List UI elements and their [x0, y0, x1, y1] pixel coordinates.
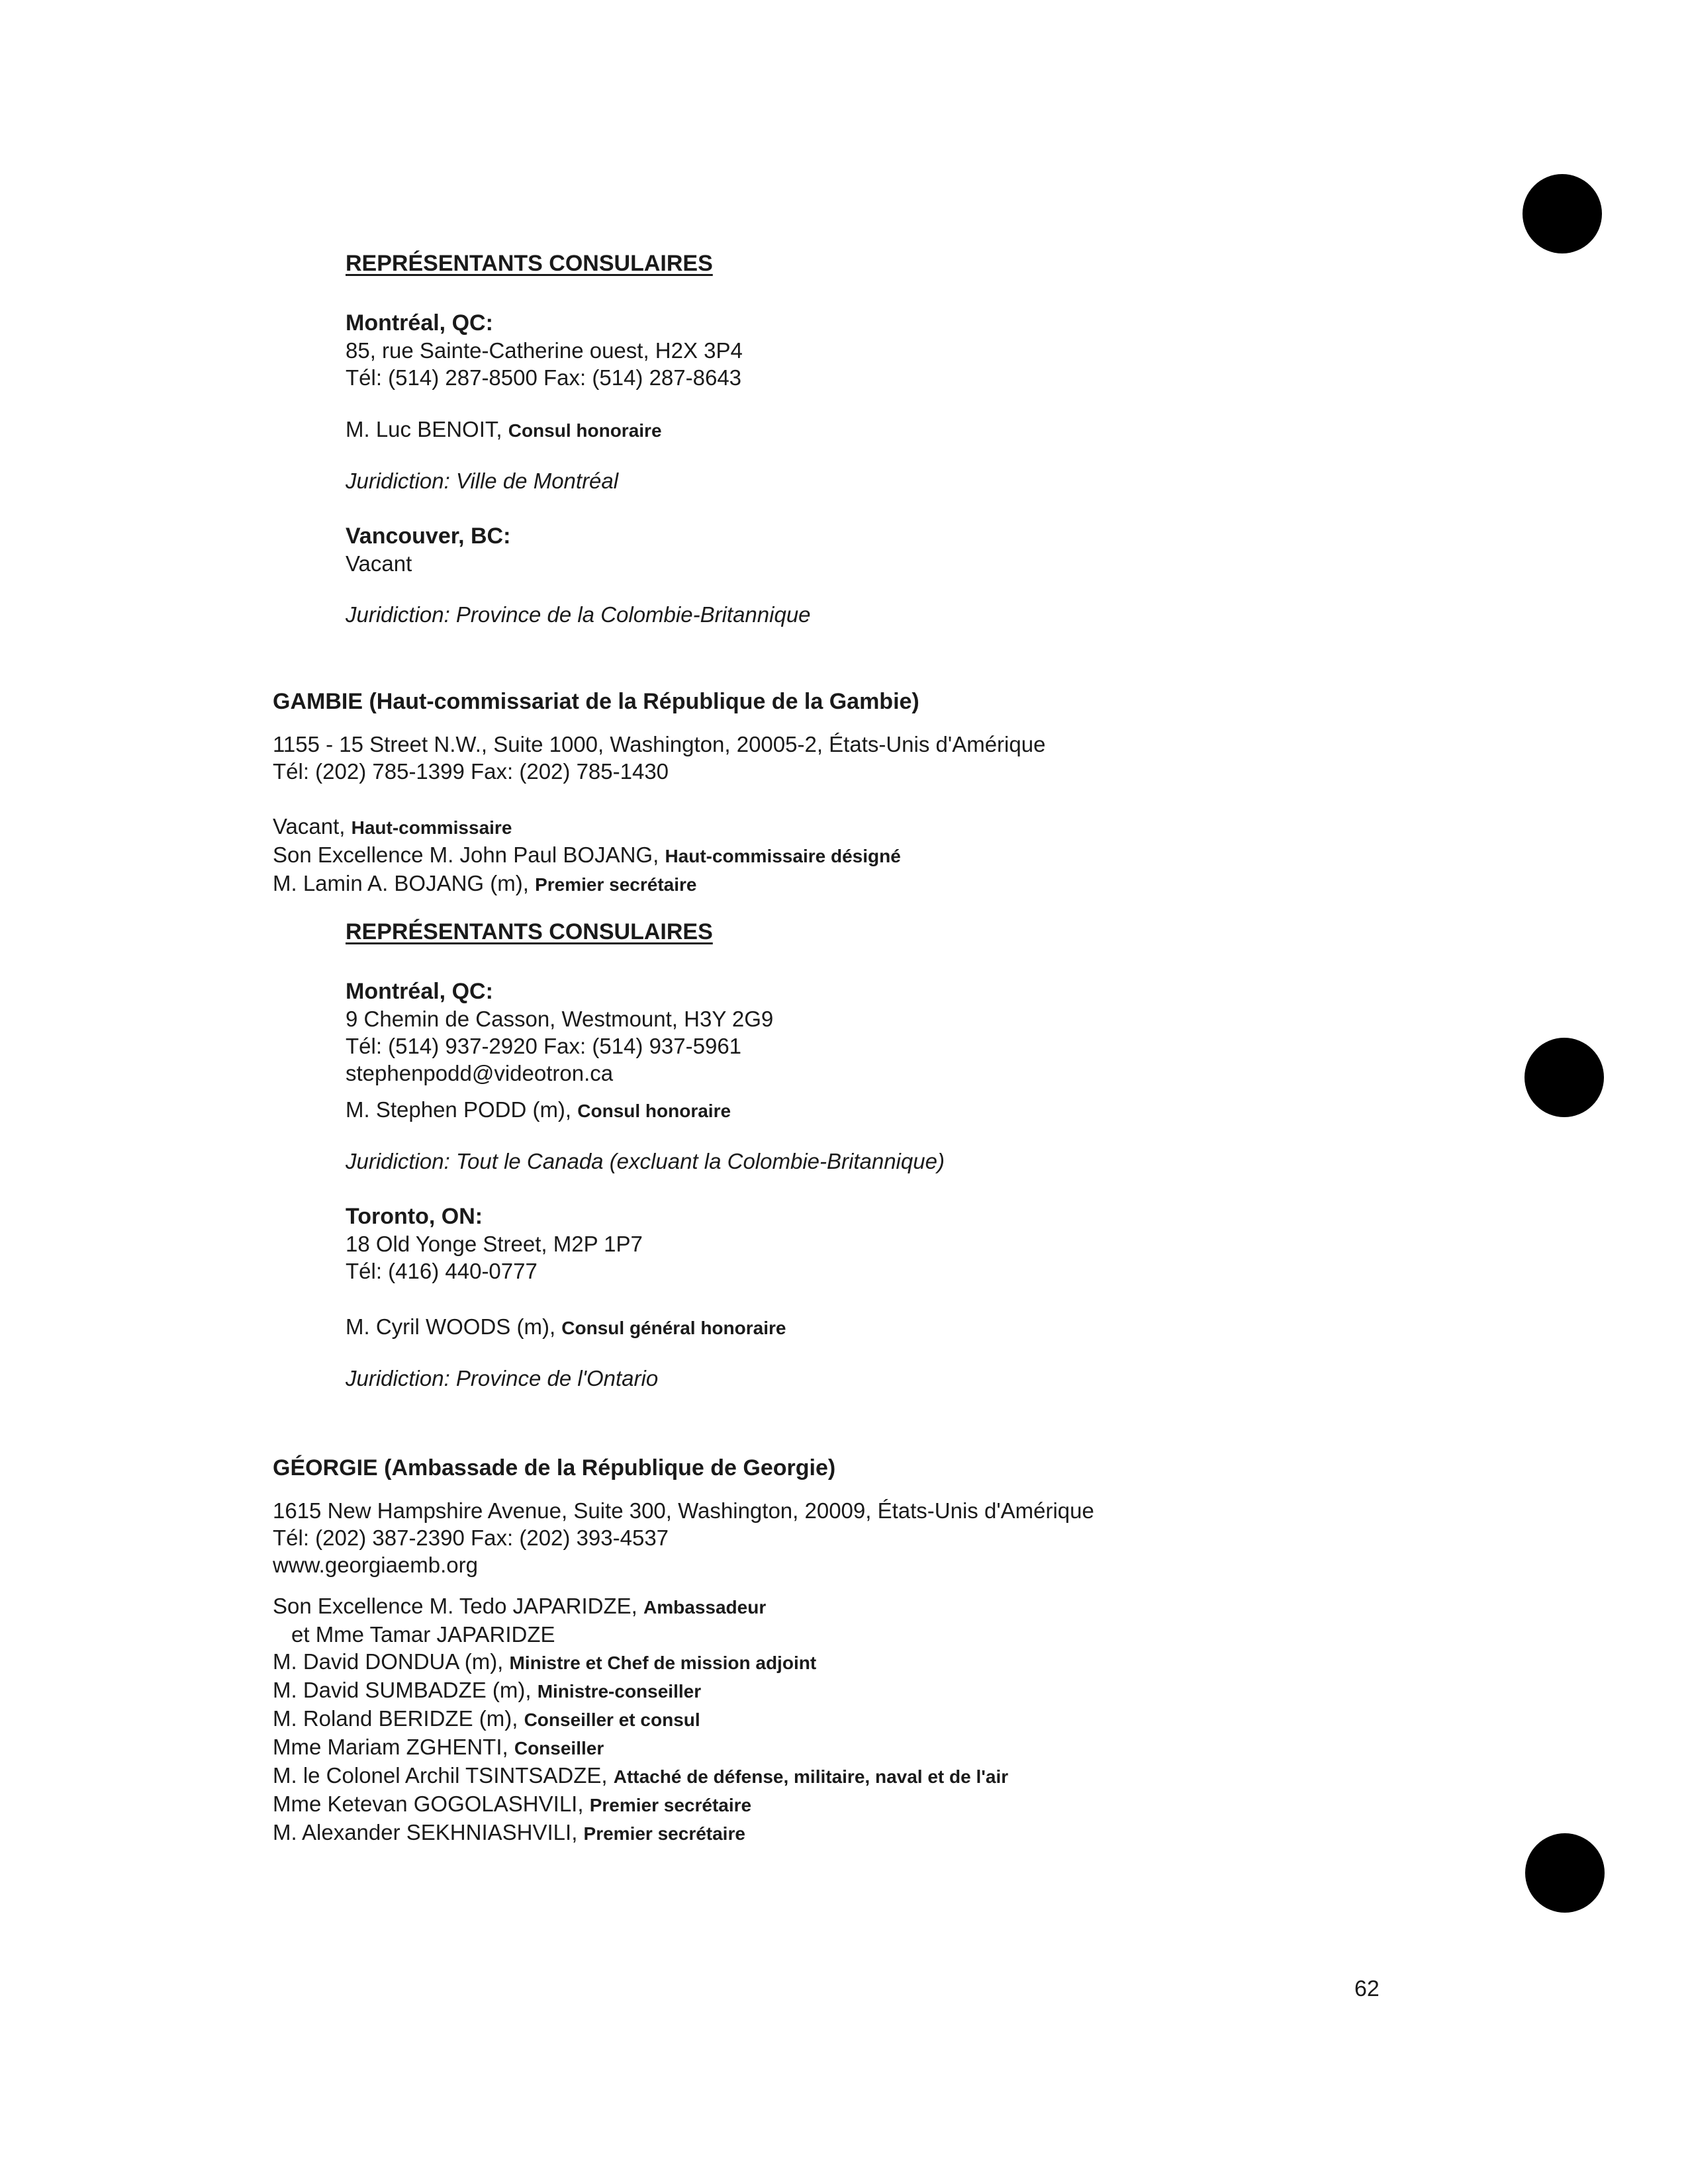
staff-entry — [273, 1762, 1008, 1790]
staff-role: Ministre-conseiller — [537, 1681, 702, 1702]
phone-fax: Tél: (202) 785-1399 Fax: (202) 785-1430 — [273, 759, 669, 784]
staff-role: Conseiller — [514, 1738, 604, 1758]
address: 1155 - 15 Street N.W., Suite 1000, Washington, 20005-2, États-Unis d'Amérique — [273, 732, 1046, 756]
phone-fax: Tél: (416) 440-0777 — [346, 1259, 538, 1283]
gambie-consular-section — [346, 919, 713, 946]
staff-role: Attaché de défense, militaire, naval et de l'air — [613, 1766, 1009, 1787]
person-role: Consul honoraire — [508, 420, 662, 441]
status: Vacant — [346, 551, 412, 576]
staff-name: M. Lamin A. BOJANG (m), — [273, 871, 536, 895]
gambie-contact — [273, 731, 1045, 785]
staff-role: Ministre et Chef de mission adjoint — [509, 1653, 817, 1673]
staff-role: Premier secrétaire — [589, 1795, 752, 1815]
jurisdiction-montreal-2 — [346, 1148, 945, 1175]
address: 9 Chemin de Casson, Westmount, H3Y 2G9 — [346, 1007, 774, 1031]
staff-role: Premier secrétaire — [535, 874, 697, 895]
consul-entry — [346, 1313, 786, 1342]
consular-section-continued — [346, 250, 713, 277]
city-heading: Montréal, QC: — [346, 310, 493, 336]
staff-role: Premier secrétaire — [583, 1823, 745, 1844]
page-number: 62 — [1354, 1976, 1380, 2001]
gambie-staff-list — [273, 813, 901, 898]
consulate-montreal-2 — [346, 978, 773, 1087]
website-link[interactable]: www.georgiaemb.org — [273, 1553, 478, 1577]
city-heading: Montréal, QC: — [346, 979, 493, 1004]
jurisdiction: Juridiction: Province de la Colombie-Britannique — [346, 602, 811, 627]
staff-name: Son Excellence M. Tedo JAPARIDZE, — [273, 1594, 644, 1618]
person-role: Consul général honoraire — [561, 1318, 786, 1338]
staff-role: Haut-commissaire — [351, 817, 512, 838]
consulate-montreal-1 — [346, 310, 743, 391]
country-gambie — [273, 688, 919, 715]
phone-fax: Tél: (202) 387-2390 Fax: (202) 393-4537 — [273, 1525, 669, 1550]
address: 1615 New Hampshire Avenue, Suite 300, Washington, 20009, États-Unis d'Amérique — [273, 1498, 1094, 1523]
city-heading: Toronto, ON: — [346, 1204, 483, 1229]
georgie-contact — [273, 1497, 1094, 1578]
staff-entry — [273, 841, 901, 870]
punch-hole-middle — [1524, 1038, 1604, 1117]
consulate-toronto — [346, 1203, 643, 1285]
staff-name: M. Alexander SEKHNIASHVILI, — [273, 1820, 584, 1844]
staff-entry — [273, 813, 901, 841]
staff-entry — [273, 1592, 1008, 1621]
phone-fax: Tél: (514) 287-8500 Fax: (514) 287-8643 — [346, 365, 742, 390]
staff-entry — [273, 1705, 1008, 1733]
consulate-vancouver — [346, 523, 510, 577]
jurisdiction: Juridiction: Ville de Montréal — [346, 469, 619, 493]
staff-entry — [273, 1676, 1008, 1705]
address: 18 Old Yonge Street, M2P 1P7 — [346, 1232, 643, 1256]
staff-entry — [273, 1733, 1008, 1762]
email: stephenpodd@videotron.ca — [346, 1061, 614, 1085]
punch-hole-top — [1523, 174, 1602, 253]
staff-role: Ambassadeur — [643, 1597, 767, 1617]
jurisdiction: Juridiction: Tout le Canada (excluant la Colombie-Britannique) — [346, 1149, 945, 1173]
staff-name: Vacant, — [273, 814, 352, 839]
staff-entry — [273, 870, 901, 898]
person-role: Consul honoraire — [577, 1101, 731, 1121]
georgie-staff-list — [273, 1592, 1008, 1847]
consul-entry — [346, 416, 662, 444]
staff-name: Mme Mariam ZGHENTI, — [273, 1735, 514, 1759]
staff-entry — [273, 1621, 1008, 1648]
staff-name: Mme Ketevan GOGOLASHVILI, — [273, 1792, 590, 1816]
staff-name: M. Roland BERIDZE (m), — [273, 1706, 524, 1731]
punch-hole-bottom — [1525, 1833, 1605, 1913]
consular-header: REPRÉSENTANTS CONSULAIRES — [346, 251, 713, 276]
staff-entry — [273, 1819, 1008, 1847]
jurisdiction: Juridiction: Province de l'Ontario — [346, 1366, 659, 1390]
country-georgie — [273, 1455, 835, 1482]
phone-fax: Tél: (514) 937-2920 Fax: (514) 937-5961 — [346, 1034, 742, 1058]
country-title: GÉORGIE (Ambassade de la République de Georgie) — [273, 1455, 836, 1480]
staff-name: M. le Colonel Archil TSINTSADZE, — [273, 1763, 614, 1788]
jurisdiction-vancouver — [346, 601, 811, 628]
jurisdiction-toronto — [346, 1365, 658, 1392]
staff-entry — [273, 1648, 1008, 1676]
city-heading: Vancouver, BC: — [346, 523, 511, 549]
person-name: M. Luc BENOIT, — [346, 417, 508, 441]
consul-entry — [346, 1096, 731, 1124]
address: 85, rue Sainte-Catherine ouest, H2X 3P4 — [346, 338, 743, 363]
person-name: M. Cyril WOODS (m), — [346, 1314, 562, 1339]
staff-name: et Mme Tamar JAPARIDZE — [291, 1622, 555, 1647]
jurisdiction-montreal-1 — [346, 467, 618, 494]
staff-role: Haut-commissaire désigné — [665, 846, 901, 866]
staff-role: Conseiller et consul — [524, 1709, 700, 1730]
staff-name: M. David DONDUA (m), — [273, 1649, 510, 1674]
person-name: M. Stephen PODD (m), — [346, 1097, 578, 1122]
consular-header: REPRÉSENTANTS CONSULAIRES — [346, 919, 713, 944]
staff-name: Son Excellence M. John Paul BOJANG, — [273, 842, 665, 867]
country-title: GAMBIE (Haut-commissariat de la République de la Gambie) — [273, 689, 919, 714]
staff-entry — [273, 1790, 1008, 1819]
staff-name: M. David SUMBADZE (m), — [273, 1678, 538, 1702]
